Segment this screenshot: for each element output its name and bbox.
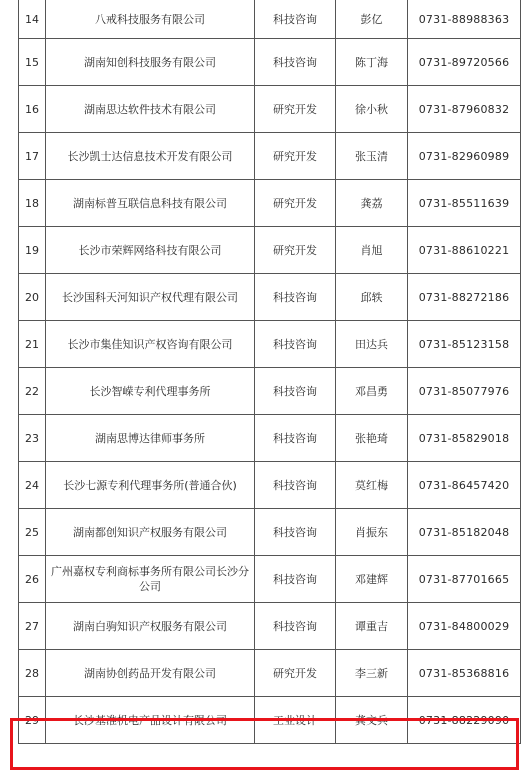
contact-person: 肖旭 xyxy=(336,227,408,274)
table-row xyxy=(19,0,521,39)
phone-number: 0731-85829018 xyxy=(408,415,521,462)
company-name: 湖南标普互联信息科技有限公司 xyxy=(46,180,255,227)
phone-number: 0731-84800029 xyxy=(408,603,521,650)
phone-number: 0731-88229090 xyxy=(408,697,521,744)
contact-person: 邓建辉 xyxy=(336,556,408,603)
company-name: 长沙市荣辉网络科技有限公司 xyxy=(46,227,255,274)
row-number: 16 xyxy=(19,86,46,133)
company-name: 长沙国科天河知识产权代理有限公司 xyxy=(46,274,255,321)
table-row xyxy=(19,650,521,697)
contact-person: 莫红梅 xyxy=(336,462,408,509)
contact-person: 彭亿 xyxy=(336,0,408,39)
table-row xyxy=(19,227,521,274)
table-row xyxy=(19,321,521,368)
phone-number: 0731-85511639 xyxy=(408,180,521,227)
row-number: 25 xyxy=(19,509,46,556)
table-row xyxy=(19,415,521,462)
row-number: 26 xyxy=(19,556,46,603)
contact-person: 邓昌勇 xyxy=(336,368,408,415)
contact-person: 徐小秋 xyxy=(336,86,408,133)
company-name: 湖南思达软件技术有限公司 xyxy=(46,86,255,133)
service-type: 研究开发 xyxy=(255,133,336,180)
contact-person: 龚荔 xyxy=(336,180,408,227)
table-row xyxy=(19,180,521,227)
service-type: 研究开发 xyxy=(255,180,336,227)
row-number: 18 xyxy=(19,180,46,227)
contact-person: 龚文兵 xyxy=(336,697,408,744)
service-type: 科技咨询 xyxy=(255,274,336,321)
company-name: 长沙基准机电产品设计有限公司 xyxy=(46,697,255,744)
service-type: 科技咨询 xyxy=(255,462,336,509)
table-row-highlighted xyxy=(19,697,521,744)
phone-number: 0731-89720566 xyxy=(408,39,521,86)
row-number: 17 xyxy=(19,133,46,180)
table-row xyxy=(19,39,521,86)
phone-number: 0731-86457420 xyxy=(408,462,521,509)
row-number: 29 xyxy=(19,697,46,744)
company-name: 湖南协创药品开发有限公司 xyxy=(46,650,255,697)
phone-number: 0731-88272186 xyxy=(408,274,521,321)
contact-person: 邱轶 xyxy=(336,274,408,321)
table-row xyxy=(19,274,521,321)
company-name: 湖南思博达律师事务所 xyxy=(46,415,255,462)
service-type: 工业设计 xyxy=(255,697,336,744)
company-name: 湖南知创科技服务有限公司 xyxy=(46,39,255,86)
company-table-sheet xyxy=(18,0,520,783)
service-type: 科技咨询 xyxy=(255,321,336,368)
table-row xyxy=(19,86,521,133)
service-type: 科技咨询 xyxy=(255,368,336,415)
company-name: 八戒科技服务有限公司 xyxy=(46,0,255,39)
company-name: 广州嘉权专利商标事务所有限公司长沙分公司 xyxy=(46,556,255,603)
service-type: 科技咨询 xyxy=(255,556,336,603)
service-type: 研究开发 xyxy=(255,86,336,133)
phone-number: 0731-85182048 xyxy=(408,509,521,556)
contact-person: 张玉清 xyxy=(336,133,408,180)
service-type: 科技咨询 xyxy=(255,415,336,462)
phone-number: 0731-85123158 xyxy=(408,321,521,368)
company-name: 长沙七源专利代理事务所(普通合伙) xyxy=(46,462,255,509)
row-number: 28 xyxy=(19,650,46,697)
row-number: 19 xyxy=(19,227,46,274)
table-row xyxy=(19,556,521,603)
row-number: 14 xyxy=(19,0,46,39)
company-name: 湖南都创知识产权服务有限公司 xyxy=(46,509,255,556)
service-type: 科技咨询 xyxy=(255,39,336,86)
service-type: 研究开发 xyxy=(255,227,336,274)
company-name: 湖南白驹知识产权服务有限公司 xyxy=(46,603,255,650)
contact-person: 张艳琦 xyxy=(336,415,408,462)
phone-number: 0731-85368816 xyxy=(408,650,521,697)
table-row xyxy=(19,462,521,509)
phone-number: 0731-85077976 xyxy=(408,368,521,415)
contact-person: 李三新 xyxy=(336,650,408,697)
service-type: 科技咨询 xyxy=(255,509,336,556)
table-row xyxy=(19,368,521,415)
company-table xyxy=(18,0,521,744)
row-number: 27 xyxy=(19,603,46,650)
company-name: 长沙凯士达信息技术开发有限公司 xyxy=(46,133,255,180)
row-number: 24 xyxy=(19,462,46,509)
phone-number: 0731-87701665 xyxy=(408,556,521,603)
table-row xyxy=(19,603,521,650)
row-number: 21 xyxy=(19,321,46,368)
company-name: 长沙市集佳知识产权咨询有限公司 xyxy=(46,321,255,368)
phone-number: 0731-87960832 xyxy=(408,86,521,133)
phone-number: 0731-82960989 xyxy=(408,133,521,180)
row-number: 22 xyxy=(19,368,46,415)
row-number: 20 xyxy=(19,274,46,321)
row-number: 23 xyxy=(19,415,46,462)
service-type: 研究开发 xyxy=(255,650,336,697)
contact-person: 肖振东 xyxy=(336,509,408,556)
contact-person: 谭重吉 xyxy=(336,603,408,650)
service-type: 科技咨询 xyxy=(255,603,336,650)
table-row xyxy=(19,133,521,180)
phone-number: 0731-88988363 xyxy=(408,0,521,39)
company-name: 长沙智嵘专利代理事务所 xyxy=(46,368,255,415)
service-type: 科技咨询 xyxy=(255,0,336,39)
contact-person: 田达兵 xyxy=(336,321,408,368)
phone-number: 0731-88610221 xyxy=(408,227,521,274)
contact-person: 陈丁海 xyxy=(336,39,408,86)
table-row xyxy=(19,509,521,556)
row-number: 15 xyxy=(19,39,46,86)
